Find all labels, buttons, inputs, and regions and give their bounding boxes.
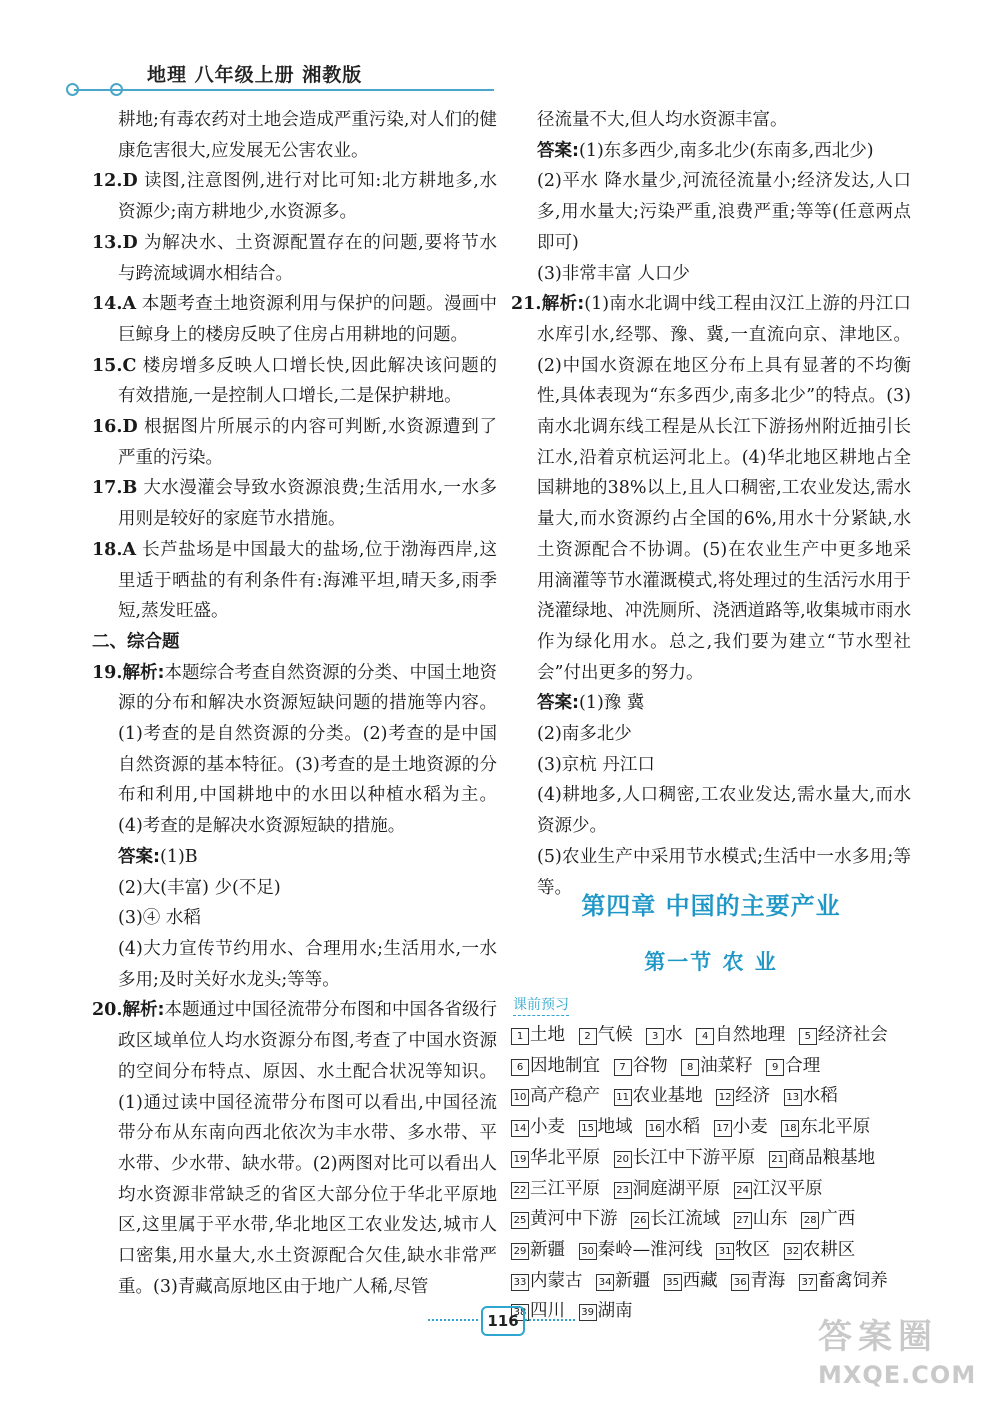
answer-number: 12 <box>716 1089 734 1106</box>
answer-text: 山东 <box>752 1209 788 1230</box>
answer-text: 因地制宜 <box>530 1055 600 1076</box>
answer-number: 1 <box>511 1028 529 1045</box>
preview-answer <box>799 1025 888 1045</box>
paragraph-text: (2)平水 降水量少,河流径流量小;经济发达,人口多,用水量大;污染严重,浪费严重;等等(任意两点即可) <box>537 171 911 253</box>
paragraph <box>92 842 497 873</box>
bold-label: 二、综合题 <box>92 631 180 652</box>
paragraph-text: (2)南多北少 <box>537 724 632 745</box>
paragraph-text: (4)耕地多,人口稠密,工农业发达,需水量大,而水资源少。 <box>537 785 911 837</box>
paragraph <box>511 719 911 750</box>
answer-number: 25 <box>511 1212 529 1229</box>
preview-answer <box>734 1179 823 1199</box>
watermark-logo: 答案圈 MXQE.COM <box>818 1317 977 1389</box>
answer-text: 合理 <box>785 1055 821 1076</box>
paragraph-text: (1)豫 冀 <box>579 693 645 714</box>
preview-answer <box>614 1148 756 1168</box>
paragraph <box>92 658 497 842</box>
question-number: 14.A <box>92 294 137 315</box>
right-column <box>511 105 911 903</box>
answer-text: 华北平原 <box>530 1147 600 1168</box>
paragraph <box>511 259 911 290</box>
answer-text: 青海 <box>750 1270 786 1291</box>
paragraph-text: 大水漫灌会导致水资源浪费;生活用水,一水多用则是较好的家庭节水措施。 <box>118 478 497 530</box>
preview-answer <box>714 1117 768 1137</box>
paragraph <box>92 873 497 904</box>
question-number: 15.C <box>92 355 137 376</box>
answer-text: 牧区 <box>735 1239 771 1260</box>
question-number: 12.D <box>92 171 138 192</box>
paragraph <box>511 780 911 841</box>
answer-number: 24 <box>734 1182 752 1199</box>
answer-number: 4 <box>696 1028 714 1045</box>
answer-text: 三江平原 <box>530 1178 600 1199</box>
answer-text: 高产稳产 <box>530 1086 600 1107</box>
answer-text: 油菜籽 <box>700 1055 753 1076</box>
preview-answer <box>511 1025 565 1045</box>
paragraph-text: 楼房增多反映人口增长快,因此解决该问题的有效措施,一是控制人口增长,二是保护耕地。 <box>118 355 497 407</box>
preview-answer <box>631 1209 720 1229</box>
paragraph <box>92 903 497 934</box>
paragraph <box>92 473 497 534</box>
paragraph <box>92 535 497 627</box>
preview-answer <box>579 1240 703 1260</box>
answer-number: 27 <box>734 1212 752 1229</box>
answer-text: 谷物 <box>632 1055 668 1076</box>
preview-answer <box>511 1086 600 1106</box>
answer-text: 经济社会 <box>817 1025 888 1045</box>
preview-answer <box>614 1179 721 1199</box>
paragraph-text: (4)大力宣传节约用水、合理用水;生活用水,一水多用;及时关好水龙头;等等。 <box>118 938 497 990</box>
paragraph <box>92 627 497 658</box>
paragraph <box>92 166 497 227</box>
answer-number: 20 <box>614 1151 632 1168</box>
answer-number: 38 <box>511 1304 529 1321</box>
answer-text: 新疆 <box>615 1270 651 1291</box>
answer-text: 经济 <box>735 1086 771 1107</box>
paragraph-text: (1)B <box>160 846 198 867</box>
preview-answer <box>664 1271 718 1291</box>
paragraph <box>92 105 497 166</box>
answer-text: 水稻 <box>665 1117 701 1138</box>
answer-number: 31 <box>716 1243 734 1260</box>
preview-answer <box>614 1086 703 1106</box>
answer-text: 水 <box>665 1025 683 1045</box>
header-title: 地理 八年级上册 湘教版 <box>147 64 363 86</box>
preview-answer <box>511 1179 600 1199</box>
preview-answer <box>799 1271 888 1291</box>
answer-text: 新疆 <box>530 1239 565 1260</box>
preview-answer <box>716 1086 770 1106</box>
paragraph-text: 长芦盐场是中国最大的盐场,位于渤海西岸,这里适于晒盐的有利条件有:海滩平坦,晴天多,雨季短,蒸发旺盛。 <box>118 539 497 622</box>
answer-number: 16 <box>646 1120 664 1137</box>
answer-text: 四川 <box>530 1301 565 1322</box>
answer-text: 湖南 <box>597 1301 633 1322</box>
answer-text: 自然地理 <box>715 1025 786 1045</box>
bold-label: 答案: <box>537 140 579 161</box>
answer-number: 2 <box>579 1028 597 1045</box>
preview-answer <box>511 1056 600 1076</box>
paragraph-text: 读图,注意图例,进行对比可知:北方耕地多,水资源少;南方耕地少,水资源多。 <box>118 171 497 223</box>
answer-number: 23 <box>614 1182 632 1199</box>
answer-text: 农耕区 <box>802 1239 856 1260</box>
preview-answer <box>784 1240 856 1260</box>
answer-number: 14 <box>511 1120 529 1137</box>
answer-text: 小麦 <box>732 1117 768 1138</box>
answer-number: 33 <box>511 1274 529 1291</box>
preview-answer <box>769 1148 876 1168</box>
answer-number: 10 <box>511 1089 529 1106</box>
answer-number: 22 <box>511 1182 529 1199</box>
paragraph-text: (3)④ 水稻 <box>118 908 201 929</box>
chapter-title: 第四章 中国的主要产业 <box>581 892 841 920</box>
question-number: 21. <box>511 294 542 315</box>
answer-number: 17 <box>714 1120 732 1137</box>
answer-number: 36 <box>731 1274 749 1291</box>
answer-number: 35 <box>664 1274 682 1291</box>
preview-answer <box>766 1056 820 1076</box>
preview-answer <box>511 1148 600 1168</box>
answer-text: 黄河中下游 <box>530 1209 618 1230</box>
page-number: 116 <box>481 1306 525 1336</box>
paragraph <box>92 934 497 995</box>
answer-text: 洞庭湖平原 <box>632 1178 721 1199</box>
preview-answer <box>614 1056 668 1076</box>
answer-number: 11 <box>614 1089 632 1106</box>
answer-number: 3 <box>646 1028 664 1045</box>
preview-answer <box>681 1056 753 1076</box>
preview-answer <box>511 1209 618 1229</box>
question-number: 13.D <box>92 232 138 253</box>
answer-text: 商品粮基地 <box>787 1147 876 1168</box>
question-number: 18.A <box>92 539 137 560</box>
question-number: 19. <box>92 662 123 683</box>
paragraph-text: (2)大(丰富) 少(不足) <box>118 877 281 898</box>
bold-label: 解析: <box>122 662 165 683</box>
paragraph-text: (3)京杭 丹江口 <box>537 754 655 775</box>
answer-number: 30 <box>579 1243 597 1260</box>
paragraph <box>511 105 911 136</box>
answer-number: 34 <box>596 1274 614 1291</box>
paragraph-text: 为解决水、土资源配置存在的问题,要将节水与跨流域调水相结合。 <box>118 232 497 284</box>
left-column <box>92 105 497 1302</box>
answer-text: 小麦 <box>530 1117 565 1138</box>
paragraph <box>92 995 497 1302</box>
answer-number: 32 <box>784 1243 802 1260</box>
question-number: 16.D <box>92 417 138 438</box>
page-header <box>62 58 492 104</box>
answer-text: 气候 <box>597 1025 633 1045</box>
section-title: 第一节 农 业 <box>644 950 778 974</box>
answer-text: 东北平原 <box>800 1117 871 1138</box>
paragraph <box>511 166 911 258</box>
bold-label: 答案: <box>537 693 579 714</box>
answer-number: 15 <box>579 1120 597 1137</box>
preview-answer <box>734 1209 788 1229</box>
answer-number: 9 <box>766 1059 784 1076</box>
paragraph-text: 径流量不大,但人均水资源丰富。 <box>537 110 788 130</box>
answer-number: 5 <box>799 1028 817 1045</box>
bold-label: 解析: <box>122 1000 165 1021</box>
paragraph <box>511 136 911 167</box>
paragraph <box>92 412 497 473</box>
answer-number: 6 <box>511 1059 529 1076</box>
answer-text: 土地 <box>530 1025 565 1045</box>
header-rule <box>74 89 494 91</box>
answer-number: 37 <box>799 1274 817 1291</box>
answer-text: 西藏 <box>682 1270 718 1291</box>
preview-answer <box>784 1086 838 1106</box>
paragraph <box>511 750 911 781</box>
answer-number: 21 <box>769 1151 787 1168</box>
preview-answer <box>781 1117 870 1137</box>
answer-number: 19 <box>511 1151 529 1168</box>
paragraph-text: (1)东多西少,南多北少(东南多,西北少) <box>579 140 874 161</box>
paragraph-text: 根据图片所展示的内容可判断,水资源遭到了严重的污染。 <box>118 417 497 468</box>
answer-text: 农业基地 <box>632 1086 703 1107</box>
paragraph-text: (3)非常丰富 人口少 <box>537 263 690 284</box>
paragraph-text: 耕地;有毒农药对土地会造成严重污染,对人们的健康危害很大,应发展无公害农业。 <box>118 110 497 161</box>
answer-number: 28 <box>801 1212 819 1229</box>
page-footer <box>428 1306 578 1334</box>
paragraph <box>92 228 497 289</box>
answer-number: 39 <box>579 1304 597 1321</box>
preview-answer <box>696 1025 785 1045</box>
bold-label: 解析: <box>541 294 585 315</box>
preview-answer <box>511 1240 565 1260</box>
preview-answer <box>579 1117 633 1137</box>
footer-dots <box>428 1319 478 1321</box>
answer-number: 18 <box>781 1120 799 1137</box>
preview-answer <box>579 1025 633 1045</box>
answer-text: 江汉平原 <box>752 1178 823 1199</box>
answer-number: 26 <box>631 1212 649 1229</box>
answer-text: 地域 <box>597 1117 633 1138</box>
paragraph <box>511 688 911 719</box>
preview-answer <box>511 1271 583 1291</box>
paragraph-text: 本题通过中国径流带分布图和中国各省级行政区域单位人均水资源分布图,考查了中国水资源的空间分布特点、原因、水土配合状况等知识。(1)通过读中国径流带分布图可以看出,中国径流带分布从东南向西北依次为丰水带、多水带、平水带、少水带、缺水带。(2)两图对比可以看出人均水资源非常缺乏的省区大部分位于华北平原地区,这里属于平水带,华北地区工农业发达,城市人口密集,用水量大,水土资源配合欠佳,缺水非常严重。(3)青藏高原地区由于地广人稀,尽管 <box>118 1000 498 1297</box>
preview-label: 课前预习 <box>513 994 569 1016</box>
question-number: 20. <box>92 1000 123 1021</box>
preview-answer <box>596 1271 650 1291</box>
answer-text: 长江流域 <box>650 1209 721 1230</box>
footer-dots <box>525 1319 575 1321</box>
paragraph <box>92 289 497 350</box>
answer-text: 畜禽饲养 <box>817 1270 888 1291</box>
preview-answer <box>579 1301 633 1321</box>
answer-text: 内蒙古 <box>530 1270 583 1291</box>
paragraph <box>511 289 911 688</box>
preview-answer <box>511 1117 565 1137</box>
bold-label: 答案: <box>118 846 160 867</box>
question-number: 17.B <box>92 478 138 499</box>
paragraph <box>92 351 497 412</box>
answer-number: 8 <box>681 1059 699 1076</box>
preview-answer <box>646 1025 683 1045</box>
preview-answers <box>511 1020 911 1327</box>
preview-answer <box>801 1209 855 1229</box>
preview-answer <box>716 1240 770 1260</box>
paragraph-text: (5)农业生产中采用节水模式;生活中一水多用;等等。 <box>537 846 911 898</box>
paragraph-text: 本题考查土地资源利用与保护的问题。漫画中巨鲸身上的楼房反映了住房占用耕地的问题。 <box>118 294 497 345</box>
answer-number: 13 <box>784 1089 802 1106</box>
answer-number: 7 <box>614 1059 632 1076</box>
answer-text: 长江中下游平原 <box>632 1147 756 1168</box>
preview-answer <box>731 1271 785 1291</box>
answer-text: 广西 <box>820 1209 856 1230</box>
preview-answer <box>646 1117 700 1137</box>
answer-text: 秦岭—淮河线 <box>597 1239 703 1260</box>
paragraph-text: 本题综合考查自然资源的分类、中国土地资源的分布和解决水资源短缺问题的措施等内容。(1)考查的是自然资源的分类。(2)考查的是中国自然资源的基本特征。(3)考查的是土地资源的分布和利用,中国耕地中的水田以种植水稻为主。(4)考查的是解决水资源短缺的措施。 <box>118 662 498 837</box>
answer-text: 水稻 <box>802 1086 838 1107</box>
paragraph-text: (1)南水北调中线工程由汉江上游的丹江口水库引水,经鄂、豫、冀,一直流向京、津地区。(2)中国水资源在地区分布上具有显著的不均衡性,具体表现为“东多西少,南多北少”的特点。(3)南水北调东线工程是从长江下游扬州附近抽引长江水,沿着京杭运河北上。(4)华北地区耕地占全国耕地的38%以上,且人口稠密,工农业发达,需水量大,而水资源约占全国的6%,用水十分紧缺,水土资源配合不协调。(5)在农业生产中更多地采用滴灌等节水灌溉模式,将处理过的生活污水用于浇灌绿地、冲洗厕所、浇洒道路等,收集城市雨水作为绿化用水。总之,我们要为建立“节水型社会”付出更多的努力。 <box>537 294 912 683</box>
answer-number: 29 <box>511 1243 529 1260</box>
